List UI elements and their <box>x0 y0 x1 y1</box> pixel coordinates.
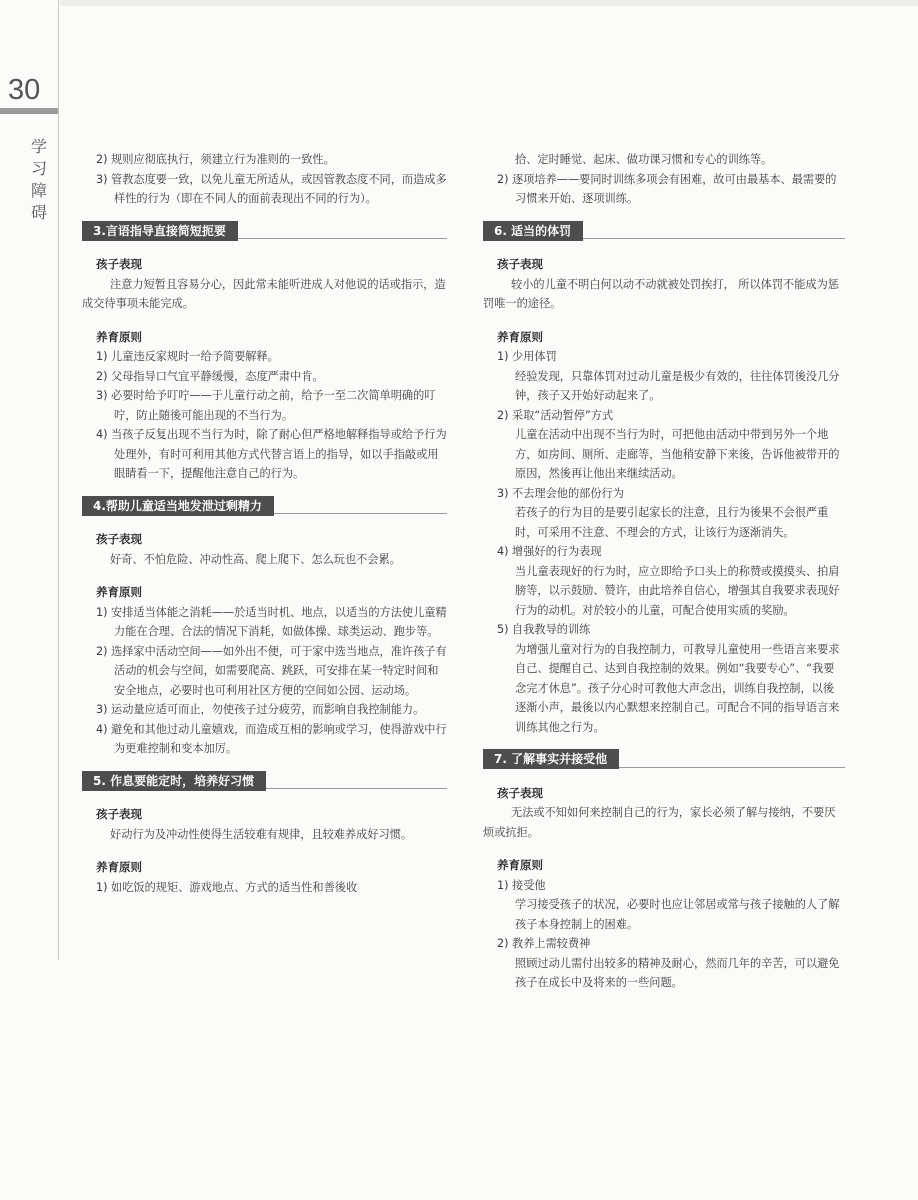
page-number: 30 <box>8 74 41 106</box>
list-item: 2) 选择家中活动空间——如外出不便，可于家中选当地点，准许孩子有活动的机会与空间，如需要爬高、跳跃，可安排在某一特定时间和安全地点，必要时也可利用社区方便的空间如公园、运动场。 <box>96 644 447 697</box>
list-item: 4) 当孩子反复出现不当行为时，除了耐心但严格地解释指导或给予行为处理外，有时可利用其他方式代替言语上的指导，如以手指敲或用眼睛看一下，提醒他注意自己的行为。 <box>96 428 447 480</box>
list-item: 5) 自我教导的训练 <box>497 623 591 636</box>
section-heading-bar <box>483 749 845 770</box>
list-item: 3) 管教态度要一致，以免儿童无所适从，或因管教态度不同，而造成多样性的行为（即在不同人的面前表现出不同的行为）。 <box>96 172 447 205</box>
paragraph: 好动行为及冲动性使得生活较难有规律，且较难养成好习惯。 <box>110 827 413 841</box>
list-item: 1) 少用体罚 <box>497 350 557 363</box>
subheading: 养育原则 <box>497 858 543 872</box>
list-item-continued: 拾、定时睡觉、起床、做功课习惯和专心的训练等。 <box>515 153 773 166</box>
paragraph: 较小的儿童不明白何以动不动就被处罚挨打， 所以体罚不能成为惩罚唯一的途径。 <box>483 277 839 310</box>
subheading: 养育原则 <box>96 860 142 874</box>
section-heading: 4.帮助儿童适当地发泄过剩精力 <box>82 496 274 516</box>
subheading: 孩子表现 <box>96 257 142 271</box>
list-item-body: 为增强儿童对行为的自我控制力，可教导儿童使用一些语言来要求自己、提醒自己、达到自我控制的效果。例如“我要专心”、“我要念完才休息”。孩子分心时可教他大声念出，训练自我控制，以後逐渐小声，最後以内心默想来控制自己。可配合不同的指导语言来训练其他之行为。 <box>515 642 840 734</box>
page-top-edge <box>60 0 918 6</box>
page-number-bar <box>0 108 58 114</box>
paragraph: 无法或不知如何来控制自己的行为，家长必须了解与接纳，不要厌烦或抗拒。 <box>483 806 836 839</box>
right-column <box>483 150 845 993</box>
list-item: 1) 安排适当体能之消耗——於适当时机、地点，以适当的方法使儿童精力能在合理、合法的情况下消耗，如做体操、球类运动、跑步等。 <box>96 605 447 638</box>
list-item: 4) 避免和其他过动儿童嬉戏，而造成互相的影响或学习，使得游戏中行为更难控制和变本加厉。 <box>96 722 447 755</box>
list-item: 2) 教养上需较费神 <box>497 937 591 950</box>
subheading: 养育原则 <box>96 585 142 599</box>
chapter-title-char: 碍 <box>30 203 47 222</box>
chapter-title-char: 障 <box>30 181 47 200</box>
list-item: 2) 父母指导口气宜平静缓慢，态度严肃中肯。 <box>96 369 324 383</box>
list-item-body: 学习接受孩子的状况，必要时也应让邻居或常与孩子接触的人了解孩子本身控制上的困难。 <box>515 898 840 931</box>
list-item-body: 若孩子的行为目的是要引起家长的注意，且行为後果不会很严重时，可采用不注意、不理会的方式，让该行为逐渐消失。 <box>515 506 829 539</box>
left-column <box>82 150 447 897</box>
section-heading-bar <box>483 221 845 242</box>
list-item: 2) 逐项培养——要同时训练多项会有困难，故可由最基本、最需要的习惯来开始、逐项训练。 <box>497 172 837 205</box>
subheading: 养育原则 <box>96 329 142 344</box>
paragraph: 注意力短暂且容易分心，因此常未能听进成人对他说的话或指示，造成交待事项未能完成。 <box>82 277 446 310</box>
chapter-title-char: 习 <box>30 159 47 178</box>
subheading: 养育原则 <box>497 329 543 344</box>
section-heading: 5. 作息要能定时，培养好习惯 <box>82 771 266 791</box>
chapter-title-char: 学 <box>30 137 47 156</box>
section-heading: 7. 了解事实并接受他 <box>483 749 619 769</box>
section-heading: 3.言语指导直接简短扼要 <box>82 221 238 241</box>
list-item: 1) 如吃饭的规矩、游戏地点、方式的适当性和善後收 <box>96 880 358 894</box>
list-item-body: 儿童在活动中出现不当行为时，可把他由活动中带到另外一个地方，如房间、厕所、走廊等，当他稍安静下来後，告诉他被带开的原因，然後再让他出来继续活动。 <box>515 428 840 480</box>
list-item: 2) 规则应彻底执行，须建立行为准则的一致性。 <box>96 153 335 166</box>
list-item: 3) 必要时给予叮咛——于儿童行动之前，给予一至二次简单明确的叮咛，防止随後可能出现的不当行为。 <box>96 389 436 422</box>
subheading: 孩子表现 <box>96 532 142 546</box>
section-heading-bar <box>82 496 447 517</box>
list-item: 3) 不去理会他的部份行为 <box>497 486 624 500</box>
list-item-body: 当儿童表现好的行为时，应立即给予口头上的称赞或摸摸头、拍肩膀等，以示鼓励、赞许，由此培养自信心，增强其自我要求表现好行为的动机。对於较小的儿童，可配合使用实质的奖励。 <box>515 564 840 617</box>
paragraph: 好奇、不怕危险、冲动性高、爬上爬下、怎么玩也不会累。 <box>110 552 401 566</box>
chapter-title <box>30 136 48 224</box>
subheading: 孩子表现 <box>497 257 543 271</box>
list-item: 4) 增强好的行为表现 <box>497 545 602 558</box>
section-heading-bar <box>82 221 447 242</box>
subheading: 孩子表现 <box>96 807 142 821</box>
section-heading-bar <box>82 771 447 792</box>
list-item: 3) 运动量应适可而止，勿使孩子过分疲劳，而影响自我控制能力。 <box>96 703 425 716</box>
subheading: 孩子表现 <box>497 785 543 800</box>
list-item-body: 照顾过动儿需付出较多的精神及耐心，然而几年的辛苦，可以避免孩子在成长中及将来的一些问题。 <box>515 956 840 989</box>
section-heading: 6. 适当的体罚 <box>483 221 583 241</box>
list-item: 1) 接受他 <box>497 878 546 892</box>
list-item: 2) 采取“活动暂停”方式 <box>497 408 614 422</box>
margin-rule <box>58 0 59 960</box>
list-item: 1) 儿童违反家规时一给予简要解释。 <box>96 350 279 363</box>
list-item-body: 经验发现，只靠体罚对过动儿童是极少有效的，往往体罚後没几分钟，孩子又开始好动起来了。 <box>515 369 840 402</box>
